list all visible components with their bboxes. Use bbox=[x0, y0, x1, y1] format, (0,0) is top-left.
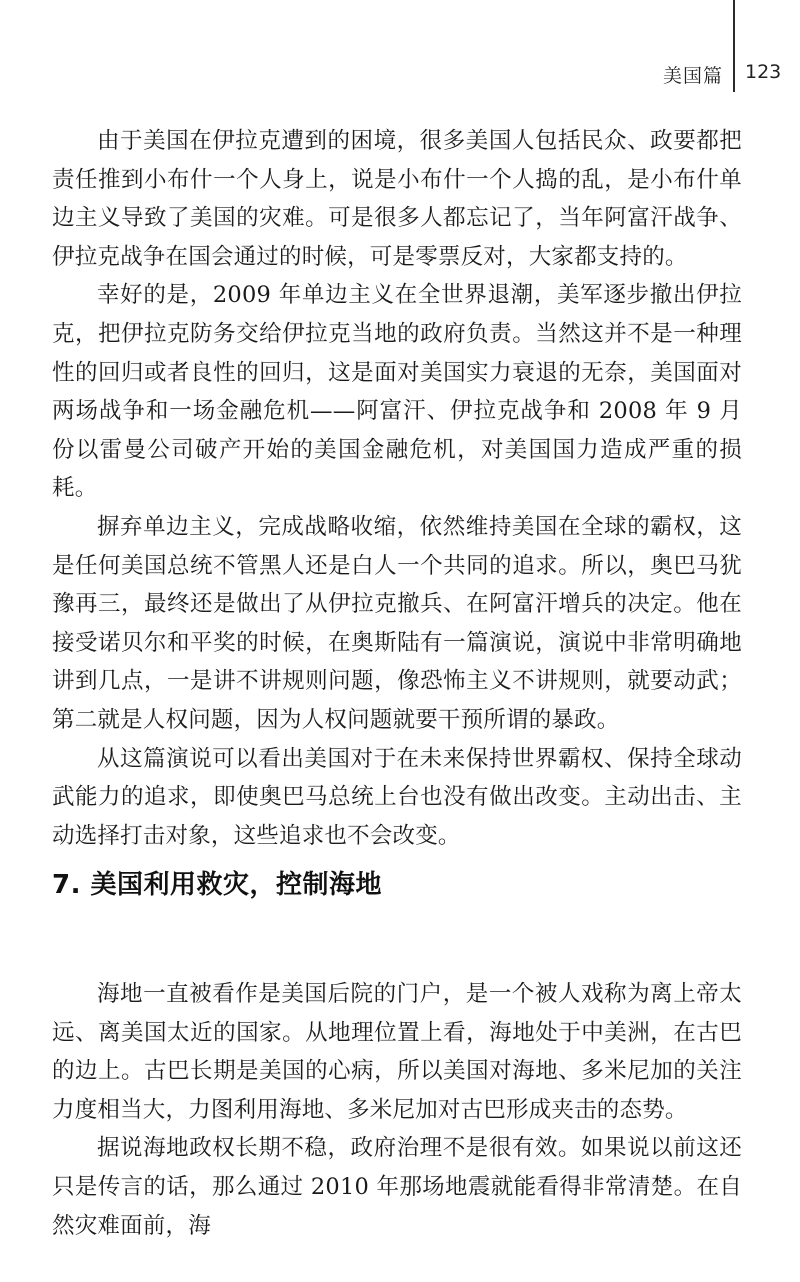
paragraph: 从这篇演说可以看出美国对于在未来保持世界霸权、保持全球动武能力的追求，即使奥巴马总统上台也没有做出改变。主动出击、主动选择打击对象，这些追求也不会改变。 bbox=[52, 745, 742, 849]
body-text-bottom bbox=[52, 975, 742, 1245]
page-number: 123 bbox=[745, 61, 782, 83]
paragraph: 幸好的是，2009 年单边主义在全世界退潮，美军逐步撤出伊拉克，把伊拉克防务交给伊拉克当地的政府负责。当然这并不是一种理性的回归或者良性的回归，这是面对美国实力衰退的无奈，美国面对两场战争和一场金融危机——阿富汗、伊拉克战争和 2008 年 9 月份以雷曼公司破产开始的美国金融危机，对美国国力造成严重的损耗。 bbox=[52, 282, 742, 502]
running-header-section: 美国篇 bbox=[662, 65, 723, 87]
paragraph: 由于美国在伊拉克遭到的困境，很多美国人包括民众、政要都把责任推到小布什一个人身上，说是小布什一个人捣的乱，是小布什单边主义导致了美国的灾难。可是很多人都忘记了，当年阿富汗战争、伊拉克战争在国会通过的时候，可是零票反对，大家都支持的。 bbox=[52, 128, 742, 270]
body-text-top bbox=[52, 122, 742, 855]
section-heading: 7. 美国利用救灾，控制海地 bbox=[52, 870, 383, 900]
paragraph: 海地一直被看作是美国后院的门户，是一个被人戏称为离上帝太远、离美国太近的国家。从地理位置上看，海地处于中美洲，在古巴的边上。古巴长期是美国的心病，所以美国对海地、多米尼加的关注力度相当大，力图利用海地、多米尼加对古巴形成夹击的态势。 bbox=[52, 981, 742, 1123]
header-divider bbox=[733, 0, 735, 92]
paragraph: 摒弃单边主义，完成战略收缩，依然维持美国在全球的霸权，这是任何美国总统不管黑人还是白人一个共同的追求。所以，奥巴马犹豫再三，最终还是做出了从伊拉克撤兵、在阿富汗增兵的决定。他在接受诺贝尔和平奖的时候，在奥斯陆有一篇演说，演说中非常明确地讲到几点，一是讲不讲规则问题，像恐怖主义不讲规则，就要动武；第二就是人权问题，因为人权问题就要干预所谓的暴政。 bbox=[52, 513, 742, 733]
paragraph: 据说海地政权长期不稳，政府治理不是很有效。如果说以前这还只是传言的话，那么通过 2010 年那场地震就能看得非常清楚。在自然灾难面前，海 bbox=[52, 1135, 742, 1239]
